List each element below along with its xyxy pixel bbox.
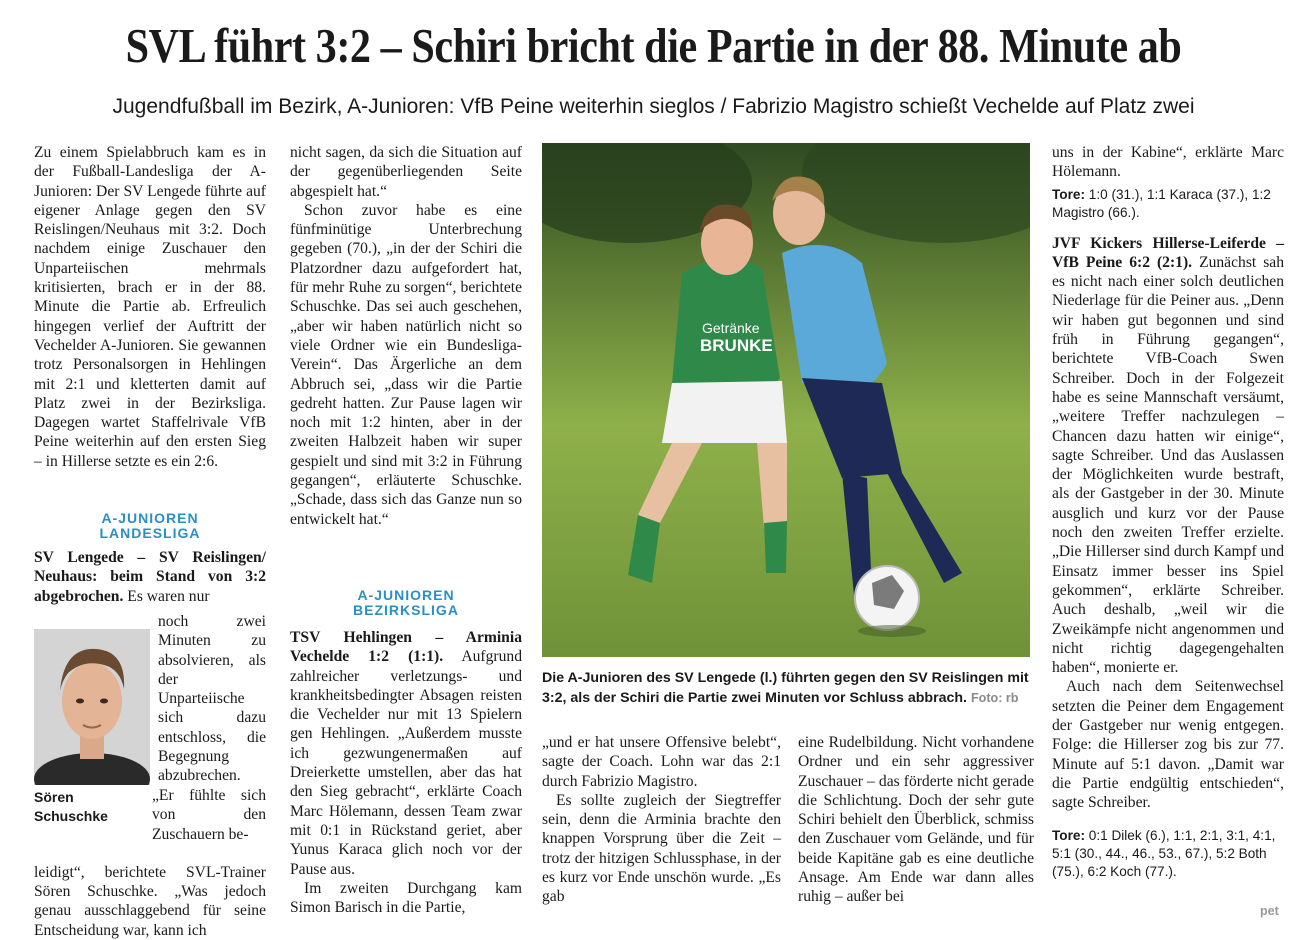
match-title: JVF Kickers Hillerse-Leiferde – VfB Peine 6:2 (2:1). xyxy=(1052,234,1284,271)
match-report-hehlingen xyxy=(290,628,522,917)
paragraph: Aufgrund zahlreicher verletzungs- und krankheitsbedingter Absagen reisten die Vechelder nur mit 13 Spielern gen Hehlingen. „Außerdem musste ich gezwungenermaßen auf Dreierkette umstellen, aber das hat den Sieg gebracht“, erklärte Coach Marc Hölemann, dessen Team zwar mit 0:1 in Rückstand geriet, aber Yunus Karaca glich noch vor der Pause aus. xyxy=(290,648,522,878)
paragraph: Es sollte zugleich der Siegtreffer sein, denn die Arminia brachte den knappen Vorsprung über die Zeit – trotz der hitzigen Schlussphase, in der es kurz vor Ende unschön wurde. „Es gab xyxy=(542,791,781,906)
wrapped-text: noch zwei Minuten zu absolvieren, als der Unparteiische sich dazu entschloss, die Begegnung abzubrechen. xyxy=(158,613,266,785)
intro-paragraph: Zu einem Spielabbruch kam es in der Fußball-Landesliga der A-Junioren: Der SV Lengede führte auf eigener Anlage gegen den SV Reislingen/Neuhaus mit 3:2. Doch nachdem einige Zuschauer den Unparteiischen mehrmals kritisierten, brach er in der 88. Minute die Partie ab. Erfreulich hingegen verlief der Auftritt der Vechelder A-Junioren. Sie gewannen trotz Personalsorgen in Hehlingen mit 2:1 und kletterten damit auf Platz zwei in der Bezirksliga. Dagegen wartet Staffelrivale VfB Peine weiterhin auf den ersten Sieg – in Hillerse setzte es ein 2:6. xyxy=(34,144,266,470)
column-2 xyxy=(290,143,522,529)
section-head-bezirksliga xyxy=(290,588,522,618)
section-head-line: LANDESLIGA xyxy=(99,525,201,541)
paragraph: Zunächst sah es nicht nach einer solch deutlichen Niederlage für die Peiner aus. „Denn wir haben gut begonnen und sind früh in Führung gegangen“, berichtete VfB-Coach Swen Schreiber. Doch in der Folgezeit habe es seine Mannschaft versäumt, „weitere Treffer nachzulegen – Chancen dazu hatten wir einige“, sagte Schreiber. Und das Auslassen der Möglichkeiten wurde bestraft, als der Gastgeber in der 30. Minute ausglich und kurz vor der Pause noch den zweiten Treffer erzielte. „Die Hillerser sind durch Kampf und Einsatz immer besser ins Spiel gekommen“, erklärte Schreiber. Auch deshalb, „weil wir die Zweikämpfe nicht angenommen und nicht richtig dagegengehalten haben“, monierte er. xyxy=(1052,253,1284,677)
column-1-tail xyxy=(34,786,266,940)
match-report-lengede xyxy=(34,548,266,606)
headline: SVL führt 3:2 – Schiri bricht die Partie in der 88. Minute ab xyxy=(125,18,1182,73)
goals-line xyxy=(1052,186,1284,222)
match-photo xyxy=(542,143,1030,657)
paragraph: uns in der Kabine“, erklärte Marc Hölemann. xyxy=(1052,144,1284,181)
column-4 xyxy=(1052,143,1284,881)
tail-paragraph: leidigt“, berichtete SVL-Trainer Sören Schuschke. „Was jedoch genau ausschlaggebend für seine Entscheidung war, kann ich xyxy=(34,863,266,939)
section-head-line: A-JUNIOREN xyxy=(101,510,199,526)
paragraph: Auch nach dem Seitenwechsel setzten die Peiner dem Engagement der Gastgeber nur wenig entgegen. Folge: die Hillerser zog bis zur 77. Minute auf 5:1 davon. „Damit war die Partie endgültig entschieden“, sagte Schreiber. xyxy=(1052,678,1284,812)
goals-text: 0:1 Dilek (6.), 1:1, 2:1, 3:1, 4:1, 5:1 (30., 44., 46., 53., 67.), 5:2 Both (75.), 6:2 Koch (77.). xyxy=(1052,827,1276,879)
paragraph: Schon zuvor habe es eine fünfminütige Unterbrechung gegeben (70.), „in der der Schiri die Platzordner dazu aufgefordert hat, für mehr Ruhe zu sorgen“, berichtete Schuschke. Das sei auch geschehen, „aber wir haben natürlich nicht so viele Ordner wie ein Bundesliga-Verein“. Das Ärgerliche an dem Abbruch sei, „dass wir die Partie gedreht hatten. Zur Pause lagen wir noch mit 1:2 hinten, aber in der zweiten Halbzeit haben wir super gespielt und sind mit 3:2 in Führung gegangen“, erläuterte Schuschke. „Schade, dass sich das Ganze nun so entwickelt hat.“ xyxy=(290,201,522,528)
tail-line: „Er fühlte sich von den Zuschauern be- xyxy=(152,787,266,843)
paragraph: „und er hat unsere Offensive belebt“, sagte der Coach. Lohn war das 2:1 durch Fabrizio Magistro. xyxy=(542,734,781,790)
portrait-name-line: Sören xyxy=(34,789,74,805)
goals-line xyxy=(1052,827,1284,881)
jersey-text: BRUNKE xyxy=(700,336,773,355)
section-head-landesliga xyxy=(34,511,266,541)
section-head-line: BEZIRKSLIGA xyxy=(353,602,459,618)
column-1 xyxy=(34,143,266,471)
caption-text: Die A-Junioren des SV Lengede (l.) führten gegen den SV Reislingen mit 3:2, als der Schiri die Partie zwei Minuten vor Schluss abbrach. xyxy=(542,670,1029,706)
goals-label: Tore: xyxy=(1052,827,1085,843)
paragraph: Im zweiten Durchgang kam Simon Barisch in die Partie, xyxy=(290,879,522,917)
portrait-photo xyxy=(34,629,150,785)
column-2b xyxy=(542,733,781,907)
paragraph: eine Rudelbildung. Nicht vorhandene Ordner und ein sehr aggressiver Zuschauer – das förderte nicht gerade die Schlichtung. Doch der sehr gute Schiri behielt den Überblick, schmiss den Zuschauer vom Gelände, und für beide Kapitäne gab es eine deutliche Ansage. Am Ende war dann alles ruhig – außer bei xyxy=(798,734,1034,906)
photo-caption xyxy=(542,668,1032,708)
portrait-image xyxy=(34,629,150,785)
photo-credit: Foto: rb xyxy=(970,691,1019,705)
match-report-hillerse xyxy=(1052,234,1284,678)
jersey-text: Getränke xyxy=(702,320,760,336)
match-title: TSV Hehlingen – Arminia Vechelde 1:2 (1:1). xyxy=(290,629,522,666)
subheadline: Jugendfußball im Bezirk, A-Junioren: VfB Peine weiterhin sieglos / Fabrizio Magistro schießt Vechelde auf Platz zwei xyxy=(112,95,1195,118)
paragraph: nicht sagen, da sich die Situation auf der gegenüberliegenden Seite abgespielt hat.“ xyxy=(290,144,522,200)
match-text-start: Es waren nur xyxy=(127,587,210,605)
goals-label: Tore: xyxy=(1052,186,1085,202)
football-players-image xyxy=(542,143,1030,657)
column-3 xyxy=(798,733,1034,907)
match-title: SV Lengede – SV Reislingen/ Neuhaus: beim Stand von 3:2 abgebrochen. xyxy=(34,549,266,605)
section-head-line: A-JUNIOREN xyxy=(357,587,455,603)
portrait-name-line: Schuschke xyxy=(34,808,108,824)
goals-text: 1:0 (31.), 1:1 Karaca (37.), 1:2 Magistro (66.). xyxy=(1052,186,1271,220)
author-tag: pet xyxy=(1260,904,1279,918)
